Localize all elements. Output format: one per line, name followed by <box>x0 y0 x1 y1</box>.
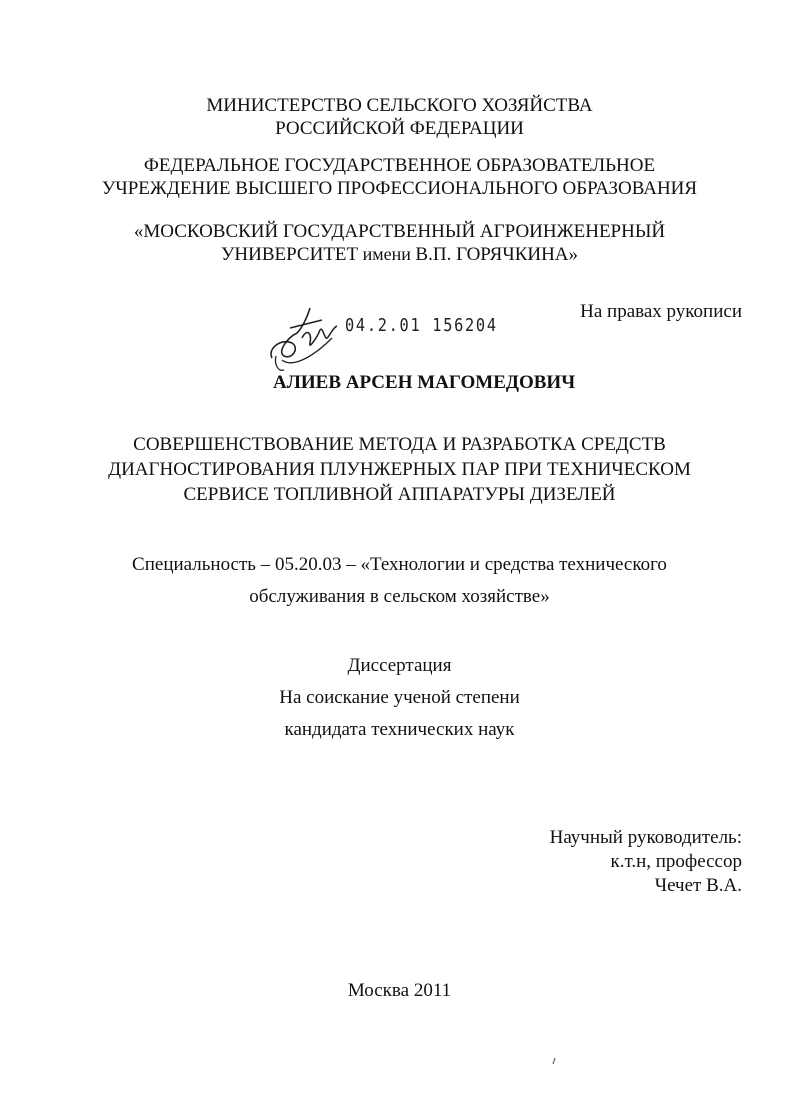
university-named-after: имени <box>358 244 416 264</box>
ministry-header <box>0 94 799 140</box>
city-year: Москва 2011 <box>347 980 452 1001</box>
degree-line-3: кандидата технических наук <box>284 719 515 740</box>
university-word: УНИВЕРСИТЕТ <box>220 244 359 265</box>
supervisor-block <box>550 826 742 898</box>
specialty-line-2: обслуживания в сельском хозяйстве» <box>249 586 550 607</box>
university-line-2 <box>0 243 799 266</box>
title-line-3: СЕРВИСЕ ТОПЛИВНОЙ АППАРАТУРЫ ДИЗЕЛЕЙ <box>183 484 616 505</box>
university-namesake: В.П. ГОРЯЧКИНА» <box>415 244 579 265</box>
institution-header <box>0 154 799 200</box>
institution-line-1: ФЕДЕРАЛЬНОЕ ГОСУДАРСТВЕННОЕ ОБРАЗОВАТЕЛЬНОЕ <box>143 155 656 176</box>
signature-image <box>262 298 352 378</box>
ministry-line-1: МИНИСТЕРСТВО СЕЛЬСКОГО ХОЗЯЙСТВА <box>206 95 593 116</box>
dissertation-title <box>0 432 799 507</box>
supervisor-degree: к.т.н, профессор <box>610 851 742 872</box>
title-line-2: ДИАГНОСТИРОВАНИЯ ПЛУНЖЕРНЫХ ПАР ПРИ ТЕХНИЧЕСКОМ <box>108 459 691 480</box>
specialty-line-1: Специальность – 05.20.03 – «Технологии и средства технического <box>132 554 667 575</box>
title-line-1: СОВЕРШЕНСТВОВАНИЕ МЕТОДА И РАЗРАБОТКА СРЕДСТВ <box>133 434 666 455</box>
author-name: АЛИЕВ АРСЕН МАГОМЕДОВИЧ <box>273 372 576 393</box>
scan-mark <box>551 1057 557 1065</box>
university-header <box>0 220 799 266</box>
supervisor-name: Чечет В.А. <box>654 875 742 896</box>
ministry-line-2: РОССИЙСКОЙ ФЕДЕРАЦИИ <box>275 118 524 139</box>
degree-block <box>0 650 799 746</box>
supervisor-label: Научный руководитель: <box>549 827 742 848</box>
degree-line-2: На соискание ученой степени <box>279 687 520 708</box>
specialty-block <box>0 549 799 613</box>
rights-note: На правах рукописи <box>580 301 742 322</box>
degree-line-1: Диссертация <box>347 655 452 676</box>
institution-line-2: УЧРЕЖДЕНИЕ ВЫСШЕГО ПРОФЕССИОНАЛЬНОГО ОБРАЗОВАНИЯ <box>101 178 698 199</box>
registration-stamp: 04.2.01 156204 <box>345 315 498 336</box>
university-line-1: «МОСКОВСКИЙ ГОСУДАРСТВЕННЫЙ АГРОИНЖЕНЕРНЫЙ <box>133 221 666 242</box>
